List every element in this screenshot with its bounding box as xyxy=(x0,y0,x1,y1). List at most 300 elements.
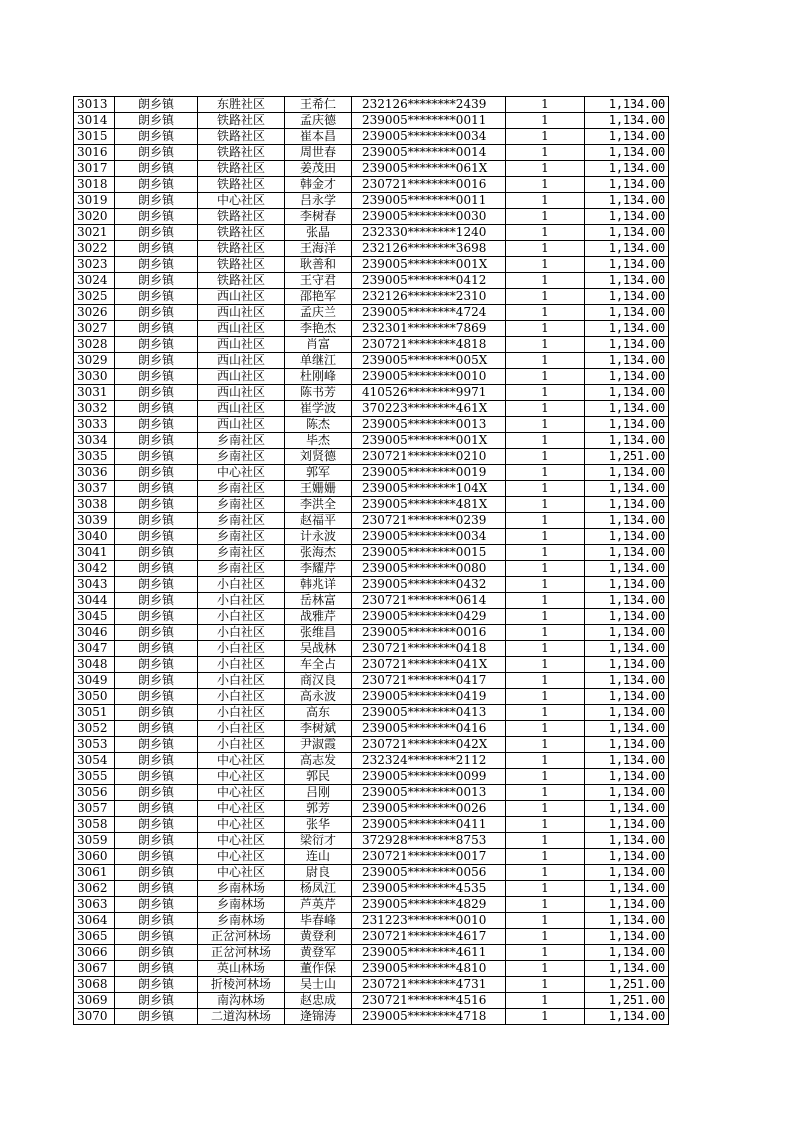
row-number-cell: 3047 xyxy=(74,641,115,657)
id-number-cell: 239005********4829 xyxy=(352,897,506,913)
table-row xyxy=(74,401,669,417)
amount-cell: 1,134.00 xyxy=(585,657,669,673)
table-row xyxy=(74,849,669,865)
row-number-cell: 3057 xyxy=(74,801,115,817)
table-row xyxy=(74,193,669,209)
table-row xyxy=(74,577,669,593)
town-cell: 朗乡镇 xyxy=(115,609,198,625)
name-cell: 耿善和 xyxy=(285,257,352,273)
id-number-cell: 239005********0014 xyxy=(352,145,506,161)
amount-cell: 1,134.00 xyxy=(585,945,669,961)
id-number-cell: 239005********0026 xyxy=(352,801,506,817)
id-number-cell: 230721********0239 xyxy=(352,513,506,529)
row-number-cell: 3019 xyxy=(74,193,115,209)
amount-cell: 1,251.00 xyxy=(585,993,669,1009)
count-cell: 1 xyxy=(506,545,585,561)
amount-cell: 1,134.00 xyxy=(585,385,669,401)
table-row xyxy=(74,433,669,449)
community-cell: 西山社区 xyxy=(198,385,285,401)
count-cell: 1 xyxy=(506,625,585,641)
table-row xyxy=(74,257,669,273)
id-number-cell: 230721********0016 xyxy=(352,177,506,193)
name-cell: 吕刚 xyxy=(285,785,352,801)
id-number-cell: 231223********0010 xyxy=(352,913,506,929)
community-cell: 小白社区 xyxy=(198,609,285,625)
row-number-cell: 3022 xyxy=(74,241,115,257)
count-cell: 1 xyxy=(506,337,585,353)
table-row xyxy=(74,881,669,897)
amount-cell: 1,134.00 xyxy=(585,417,669,433)
community-cell: 铁路社区 xyxy=(198,145,285,161)
id-number-cell: 239005********4535 xyxy=(352,881,506,897)
town-cell: 朗乡镇 xyxy=(115,673,198,689)
name-cell: 王姗姗 xyxy=(285,481,352,497)
row-number-cell: 3032 xyxy=(74,401,115,417)
count-cell: 1 xyxy=(506,401,585,417)
name-cell: 孟庆兰 xyxy=(285,305,352,321)
town-cell: 朗乡镇 xyxy=(115,977,198,993)
town-cell: 朗乡镇 xyxy=(115,241,198,257)
community-cell: 中心社区 xyxy=(198,865,285,881)
community-cell: 西山社区 xyxy=(198,401,285,417)
count-cell: 1 xyxy=(506,433,585,449)
table-row xyxy=(74,609,669,625)
community-cell: 英山林场 xyxy=(198,961,285,977)
id-number-cell: 239005********0011 xyxy=(352,113,506,129)
name-cell: 毕春峰 xyxy=(285,913,352,929)
table-row xyxy=(74,113,669,129)
count-cell: 1 xyxy=(506,273,585,289)
count-cell: 1 xyxy=(506,161,585,177)
count-cell: 1 xyxy=(506,641,585,657)
id-number-cell: 410526********9971 xyxy=(352,385,506,401)
name-cell: 李洪全 xyxy=(285,497,352,513)
name-cell: 崔本昌 xyxy=(285,129,352,145)
name-cell: 王海洋 xyxy=(285,241,352,257)
table-row xyxy=(74,161,669,177)
id-number-cell: 232324********2112 xyxy=(352,753,506,769)
id-number-cell: 239005********0412 xyxy=(352,273,506,289)
row-number-cell: 3048 xyxy=(74,657,115,673)
count-cell: 1 xyxy=(506,801,585,817)
amount-cell: 1,134.00 xyxy=(585,769,669,785)
community-cell: 小白社区 xyxy=(198,673,285,689)
town-cell: 朗乡镇 xyxy=(115,657,198,673)
town-cell: 朗乡镇 xyxy=(115,385,198,401)
id-number-cell: 230721********4516 xyxy=(352,993,506,1009)
community-cell: 折棱河林场 xyxy=(198,977,285,993)
amount-cell: 1,134.00 xyxy=(585,801,669,817)
id-number-cell: 239005********0019 xyxy=(352,465,506,481)
name-cell: 李树斌 xyxy=(285,721,352,737)
row-number-cell: 3031 xyxy=(74,385,115,401)
row-number-cell: 3020 xyxy=(74,209,115,225)
name-cell: 邵艳军 xyxy=(285,289,352,305)
table-row xyxy=(74,241,669,257)
id-number-cell: 239005********4611 xyxy=(352,945,506,961)
count-cell: 1 xyxy=(506,385,585,401)
amount-cell: 1,134.00 xyxy=(585,497,669,513)
town-cell: 朗乡镇 xyxy=(115,561,198,577)
table-body xyxy=(74,97,669,1025)
id-number-cell: 230721********0614 xyxy=(352,593,506,609)
table-row xyxy=(74,369,669,385)
row-number-cell: 3070 xyxy=(74,1009,115,1025)
community-cell: 中心社区 xyxy=(198,833,285,849)
table-row xyxy=(74,705,669,721)
table-row xyxy=(74,993,669,1009)
town-cell: 朗乡镇 xyxy=(115,337,198,353)
table-row xyxy=(74,529,669,545)
name-cell: 赵忠成 xyxy=(285,993,352,1009)
id-number-cell: 239005********001X xyxy=(352,257,506,273)
count-cell: 1 xyxy=(506,369,585,385)
table-row xyxy=(74,321,669,337)
count-cell: 1 xyxy=(506,865,585,881)
id-number-cell: 230721********041X xyxy=(352,657,506,673)
name-cell: 孟庆德 xyxy=(285,113,352,129)
count-cell: 1 xyxy=(506,689,585,705)
table-row xyxy=(74,1009,669,1025)
community-cell: 铁路社区 xyxy=(198,241,285,257)
table-row xyxy=(74,737,669,753)
community-cell: 小白社区 xyxy=(198,593,285,609)
amount-cell: 1,134.00 xyxy=(585,129,669,145)
row-number-cell: 3036 xyxy=(74,465,115,481)
community-cell: 中心社区 xyxy=(198,817,285,833)
town-cell: 朗乡镇 xyxy=(115,145,198,161)
id-number-cell: 232301********7869 xyxy=(352,321,506,337)
name-cell: 张维昌 xyxy=(285,625,352,641)
row-number-cell: 3046 xyxy=(74,625,115,641)
count-cell: 1 xyxy=(506,657,585,673)
count-cell: 1 xyxy=(506,721,585,737)
id-number-cell: 239005********0419 xyxy=(352,689,506,705)
amount-cell: 1,134.00 xyxy=(585,641,669,657)
community-cell: 小白社区 xyxy=(198,577,285,593)
amount-cell: 1,134.00 xyxy=(585,225,669,241)
count-cell: 1 xyxy=(506,257,585,273)
community-cell: 乡南社区 xyxy=(198,545,285,561)
community-cell: 西山社区 xyxy=(198,321,285,337)
count-cell: 1 xyxy=(506,145,585,161)
town-cell: 朗乡镇 xyxy=(115,305,198,321)
table-row xyxy=(74,417,669,433)
row-number-cell: 3030 xyxy=(74,369,115,385)
row-number-cell: 3050 xyxy=(74,689,115,705)
row-number-cell: 3033 xyxy=(74,417,115,433)
amount-cell: 1,134.00 xyxy=(585,97,669,113)
table-row xyxy=(74,593,669,609)
table-row xyxy=(74,833,669,849)
count-cell: 1 xyxy=(506,897,585,913)
name-cell: 赵福平 xyxy=(285,513,352,529)
count-cell: 1 xyxy=(506,209,585,225)
count-cell: 1 xyxy=(506,513,585,529)
amount-cell: 1,134.00 xyxy=(585,433,669,449)
community-cell: 乡南社区 xyxy=(198,481,285,497)
amount-cell: 1,134.00 xyxy=(585,289,669,305)
amount-cell: 1,134.00 xyxy=(585,513,669,529)
row-number-cell: 3018 xyxy=(74,177,115,193)
count-cell: 1 xyxy=(506,529,585,545)
name-cell: 尹淑霞 xyxy=(285,737,352,753)
count-cell: 1 xyxy=(506,177,585,193)
community-cell: 铁路社区 xyxy=(198,113,285,129)
row-number-cell: 3027 xyxy=(74,321,115,337)
community-cell: 乡南社区 xyxy=(198,561,285,577)
table-row xyxy=(74,977,669,993)
community-cell: 乡南社区 xyxy=(198,497,285,513)
count-cell: 1 xyxy=(506,481,585,497)
town-cell: 朗乡镇 xyxy=(115,193,198,209)
count-cell: 1 xyxy=(506,609,585,625)
row-number-cell: 3015 xyxy=(74,129,115,145)
table-row xyxy=(74,513,669,529)
row-number-cell: 3040 xyxy=(74,529,115,545)
row-number-cell: 3021 xyxy=(74,225,115,241)
table-row xyxy=(74,177,669,193)
count-cell: 1 xyxy=(506,785,585,801)
row-number-cell: 3058 xyxy=(74,817,115,833)
amount-cell: 1,134.00 xyxy=(585,161,669,177)
table-row xyxy=(74,929,669,945)
table-row xyxy=(74,129,669,145)
town-cell: 朗乡镇 xyxy=(115,641,198,657)
community-cell: 小白社区 xyxy=(198,641,285,657)
community-cell: 小白社区 xyxy=(198,705,285,721)
data-table xyxy=(73,96,669,1025)
count-cell: 1 xyxy=(506,737,585,753)
town-cell: 朗乡镇 xyxy=(115,961,198,977)
town-cell: 朗乡镇 xyxy=(115,465,198,481)
town-cell: 朗乡镇 xyxy=(115,897,198,913)
community-cell: 正岔河林场 xyxy=(198,929,285,945)
table-row xyxy=(74,673,669,689)
row-number-cell: 3029 xyxy=(74,353,115,369)
name-cell: 陈杰 xyxy=(285,417,352,433)
row-number-cell: 3061 xyxy=(74,865,115,881)
community-cell: 西山社区 xyxy=(198,369,285,385)
name-cell: 郭芳 xyxy=(285,801,352,817)
count-cell: 1 xyxy=(506,225,585,241)
community-cell: 东胜社区 xyxy=(198,97,285,113)
count-cell: 1 xyxy=(506,913,585,929)
amount-cell: 1,134.00 xyxy=(585,305,669,321)
town-cell: 朗乡镇 xyxy=(115,401,198,417)
amount-cell: 1,134.00 xyxy=(585,465,669,481)
id-number-cell: 232126********2310 xyxy=(352,289,506,305)
community-cell: 铁路社区 xyxy=(198,177,285,193)
row-number-cell: 3051 xyxy=(74,705,115,721)
name-cell: 战雅芹 xyxy=(285,609,352,625)
count-cell: 1 xyxy=(506,945,585,961)
amount-cell: 1,134.00 xyxy=(585,817,669,833)
community-cell: 西山社区 xyxy=(198,353,285,369)
community-cell: 小白社区 xyxy=(198,657,285,673)
count-cell: 1 xyxy=(506,849,585,865)
row-number-cell: 3066 xyxy=(74,945,115,961)
count-cell: 1 xyxy=(506,241,585,257)
count-cell: 1 xyxy=(506,561,585,577)
row-number-cell: 3063 xyxy=(74,897,115,913)
name-cell: 李树春 xyxy=(285,209,352,225)
id-number-cell: 239005********0413 xyxy=(352,705,506,721)
town-cell: 朗乡镇 xyxy=(115,257,198,273)
id-number-cell: 239005********061X xyxy=(352,161,506,177)
row-number-cell: 3052 xyxy=(74,721,115,737)
count-cell: 1 xyxy=(506,449,585,465)
town-cell: 朗乡镇 xyxy=(115,721,198,737)
town-cell: 朗乡镇 xyxy=(115,449,198,465)
table-row xyxy=(74,465,669,481)
table-row xyxy=(74,481,669,497)
count-cell: 1 xyxy=(506,881,585,897)
name-cell: 郭民 xyxy=(285,769,352,785)
name-cell: 刘贤德 xyxy=(285,449,352,465)
table-row xyxy=(74,625,669,641)
name-cell: 高永波 xyxy=(285,689,352,705)
row-number-cell: 3054 xyxy=(74,753,115,769)
count-cell: 1 xyxy=(506,593,585,609)
id-number-cell: 239005********481X xyxy=(352,497,506,513)
name-cell: 崔学波 xyxy=(285,401,352,417)
amount-cell: 1,134.00 xyxy=(585,737,669,753)
row-number-cell: 3024 xyxy=(74,273,115,289)
town-cell: 朗乡镇 xyxy=(115,513,198,529)
count-cell: 1 xyxy=(506,769,585,785)
community-cell: 小白社区 xyxy=(198,625,285,641)
row-number-cell: 3069 xyxy=(74,993,115,1009)
name-cell: 吕永学 xyxy=(285,193,352,209)
count-cell: 1 xyxy=(506,97,585,113)
community-cell: 中心社区 xyxy=(198,801,285,817)
amount-cell: 1,134.00 xyxy=(585,833,669,849)
amount-cell: 1,134.00 xyxy=(585,753,669,769)
name-cell: 尉良 xyxy=(285,865,352,881)
town-cell: 朗乡镇 xyxy=(115,177,198,193)
amount-cell: 1,134.00 xyxy=(585,337,669,353)
count-cell: 1 xyxy=(506,817,585,833)
amount-cell: 1,134.00 xyxy=(585,273,669,289)
town-cell: 朗乡镇 xyxy=(115,497,198,513)
town-cell: 朗乡镇 xyxy=(115,97,198,113)
community-cell: 乡南社区 xyxy=(198,433,285,449)
table-row xyxy=(74,945,669,961)
id-number-cell: 239005********0099 xyxy=(352,769,506,785)
row-number-cell: 3067 xyxy=(74,961,115,977)
table-row xyxy=(74,817,669,833)
id-number-cell: 372928********8753 xyxy=(352,833,506,849)
row-number-cell: 3037 xyxy=(74,481,115,497)
community-cell: 铁路社区 xyxy=(198,129,285,145)
table-row xyxy=(74,209,669,225)
count-cell: 1 xyxy=(506,993,585,1009)
id-number-cell: 230721********0418 xyxy=(352,641,506,657)
amount-cell: 1,134.00 xyxy=(585,849,669,865)
amount-cell: 1,134.00 xyxy=(585,673,669,689)
name-cell: 计永波 xyxy=(285,529,352,545)
town-cell: 朗乡镇 xyxy=(115,545,198,561)
amount-cell: 1,134.00 xyxy=(585,321,669,337)
id-number-cell: 239005********0010 xyxy=(352,369,506,385)
community-cell: 正岔河林场 xyxy=(198,945,285,961)
id-number-cell: 239005********0056 xyxy=(352,865,506,881)
town-cell: 朗乡镇 xyxy=(115,321,198,337)
table-row xyxy=(74,305,669,321)
name-cell: 王希仁 xyxy=(285,97,352,113)
amount-cell: 1,134.00 xyxy=(585,529,669,545)
amount-cell: 1,134.00 xyxy=(585,1009,669,1025)
town-cell: 朗乡镇 xyxy=(115,369,198,385)
row-number-cell: 3065 xyxy=(74,929,115,945)
town-cell: 朗乡镇 xyxy=(115,129,198,145)
amount-cell: 1,134.00 xyxy=(585,353,669,369)
amount-cell: 1,134.00 xyxy=(585,577,669,593)
town-cell: 朗乡镇 xyxy=(115,113,198,129)
name-cell: 韩兆详 xyxy=(285,577,352,593)
table-row xyxy=(74,657,669,673)
community-cell: 乡南林场 xyxy=(198,897,285,913)
name-cell: 黄登军 xyxy=(285,945,352,961)
table-row xyxy=(74,225,669,241)
community-cell: 中心社区 xyxy=(198,753,285,769)
town-cell: 朗乡镇 xyxy=(115,881,198,897)
table-row xyxy=(74,641,669,657)
town-cell: 朗乡镇 xyxy=(115,833,198,849)
row-number-cell: 3064 xyxy=(74,913,115,929)
community-cell: 乡南林场 xyxy=(198,913,285,929)
row-number-cell: 3068 xyxy=(74,977,115,993)
community-cell: 二道沟林场 xyxy=(198,1009,285,1025)
table-row xyxy=(74,385,669,401)
table-row xyxy=(74,721,669,737)
community-cell: 西山社区 xyxy=(198,417,285,433)
amount-cell: 1,134.00 xyxy=(585,481,669,497)
row-number-cell: 3060 xyxy=(74,849,115,865)
name-cell: 肖富 xyxy=(285,337,352,353)
name-cell: 杜刚峰 xyxy=(285,369,352,385)
table-row xyxy=(74,289,669,305)
name-cell: 芦英芹 xyxy=(285,897,352,913)
row-number-cell: 3059 xyxy=(74,833,115,849)
row-number-cell: 3028 xyxy=(74,337,115,353)
name-cell: 逄锦涛 xyxy=(285,1009,352,1025)
row-number-cell: 3056 xyxy=(74,785,115,801)
town-cell: 朗乡镇 xyxy=(115,913,198,929)
community-cell: 中心社区 xyxy=(198,849,285,865)
community-cell: 南沟林场 xyxy=(198,993,285,1009)
id-number-cell: 239005********4724 xyxy=(352,305,506,321)
row-number-cell: 3043 xyxy=(74,577,115,593)
table-row xyxy=(74,449,669,465)
id-number-cell: 230721********0017 xyxy=(352,849,506,865)
name-cell: 高志发 xyxy=(285,753,352,769)
id-number-cell: 239005********0034 xyxy=(352,529,506,545)
count-cell: 1 xyxy=(506,193,585,209)
town-cell: 朗乡镇 xyxy=(115,529,198,545)
id-number-cell: 230721********0417 xyxy=(352,673,506,689)
table-row xyxy=(74,801,669,817)
id-number-cell: 370223********461X xyxy=(352,401,506,417)
amount-cell: 1,134.00 xyxy=(585,369,669,385)
community-cell: 铁路社区 xyxy=(198,161,285,177)
town-cell: 朗乡镇 xyxy=(115,1009,198,1025)
community-cell: 西山社区 xyxy=(198,337,285,353)
town-cell: 朗乡镇 xyxy=(115,849,198,865)
count-cell: 1 xyxy=(506,753,585,769)
town-cell: 朗乡镇 xyxy=(115,801,198,817)
